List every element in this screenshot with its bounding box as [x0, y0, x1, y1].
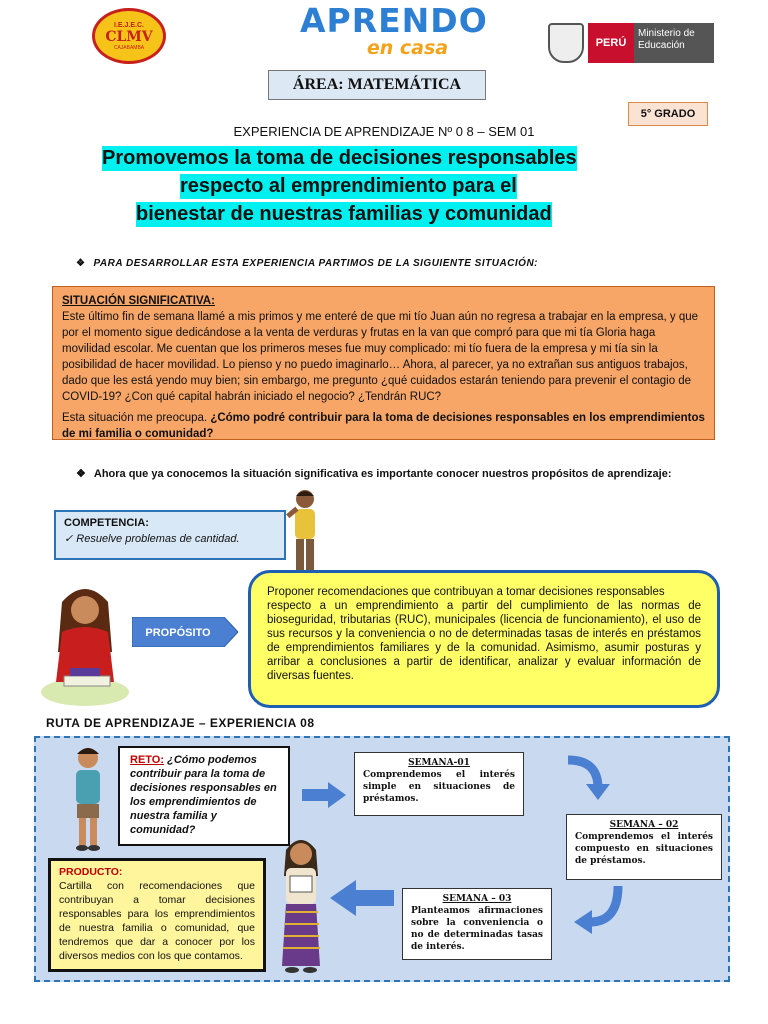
challenge-box — [118, 746, 290, 846]
purposes-intro-text: Ahora que ya conocemos la situación significativa es importante conocer nuestros propósitos de aprendizaje: — [93, 468, 672, 480]
week-3-box — [402, 888, 552, 960]
competency-box — [54, 510, 286, 560]
experience-number: EXPERIENCIA DE APRENDIZAJE Nº 0 8 – SEM 01 — [233, 124, 535, 139]
minedu-country: PERÚ — [588, 23, 634, 63]
diamond-bullet-icon: ❖ — [76, 468, 86, 480]
situation-intro-text: PARA DESARROLLAR ESTA EXPERIENCIA PARTIMOS DE LA SIGUIENTE SITUACIÓN: — [93, 258, 538, 269]
product-box — [48, 858, 266, 972]
purpose-body: respecto a un emprendimiento a partir del cumplimiento de las normas de bioseguridad, tributarias (RUC), municipales (licencia de funcionamiento), el uso de sus recursos y la conveniencia o no de determinadas tasas de interés en préstamos de emprendimientos familiares y de la comunidad. Asimismo, asumir posturas y arribar a conclusiones a partir de identificar, analizar y evaluar información de diversas fuentes. — [267, 600, 701, 682]
situation-heading: SITUACIÓN SIGNIFICATIVA: — [62, 295, 215, 307]
arrow-right-icon — [302, 782, 346, 808]
arrow-left-icon — [330, 880, 394, 916]
purpose-arrow — [132, 617, 238, 647]
grade-badge: 5° GRADO — [628, 102, 708, 126]
competency-heading: COMPETENCIA: — [64, 517, 149, 529]
minedu-logo — [548, 22, 716, 64]
minedu-ministry: Ministerio de Educación — [634, 23, 714, 63]
competency-item-text: Resuelve problemas de cantidad. — [76, 533, 240, 545]
week-2-title: SEMANA – 02 — [609, 820, 679, 830]
week-1-text: Comprendemos el interés simple en situaciones de préstamos. — [363, 770, 515, 804]
situation-question-lead: Esta situación me preocupa. — [62, 412, 211, 424]
product-text: Cartilla con recomendaciones que contribuyan a tomar decisiones responsables para los emprendimientos de nuestra familia o comunidad, que tendremos que dar a conocer por los diversos medios con los que contamos. — [59, 880, 255, 962]
purposes-intro-bullet — [76, 466, 702, 482]
situation-question: ¿Cómo podré contribuir para la toma de decisiones responsables en los emprendimientos de mi familia o comunidad? — [62, 412, 705, 440]
purpose-box — [248, 570, 720, 708]
challenge-label: RETO: — [130, 754, 165, 766]
situation-intro-bullet — [76, 258, 538, 269]
significant-situation-box — [52, 286, 715, 440]
area-title: ÁREA: MATEMÁTICA — [268, 70, 486, 100]
school-logo-line2: CLMV — [105, 28, 153, 45]
boy-thinking-illustration-icon — [62, 744, 118, 854]
aprendo-logo-line2: en casa — [366, 37, 449, 59]
aprendo-en-casa-logo — [300, 1, 488, 64]
week-2-text: Comprendemos el interés compuesto en situaciones de préstamos. — [575, 832, 713, 866]
week-2-box — [566, 814, 722, 880]
main-title-line1: Promovemos la toma de decisiones responsables — [102, 147, 577, 169]
purpose-label: PROPÓSITO — [145, 627, 211, 639]
main-title-line3: bienestar de nuestras familias y comunidad — [136, 203, 552, 225]
week-1-box — [354, 752, 524, 816]
week-3-title: SEMANA – 03 — [442, 894, 512, 904]
aprendo-logo-line1: APRENDO — [300, 1, 488, 40]
girl-notebook-illustration-icon — [272, 836, 330, 980]
checkmark-icon: ✓ — [64, 533, 77, 545]
school-logo-line1: I.E.J.E.C. — [114, 21, 144, 29]
situation-body: Este último fin de semana llamé a mis primos y me enteré de que mi tío Juan aún no regresa a trabajar en la empresa, y que por el momento sigue dedicándose a la venta de verduras y frutas en la van que compró para que mi tía Gloria haga movilidad escolar. Me cuentan que los primeros meses fue muy complicado: mi tío fuera de la empresa y mi tía sin la posibilidad de hacer movilidad. Lo pienso y no puedo imaginarlo… Ahora, al parecer, ya no extrañan sus antiguos trabajos, dado que les está yendo muy bien; sin embargo, me pregunto ¿qué cuidados estarán teniendo para prevenir el contagio de COVID-19? ¿Con qué capital habrán iniciado el negocio? ¿Tendrán RUC? — [62, 311, 699, 403]
week-3-text: Planteamos afirmaciones sobre la conveniencia o no de determinadas tasas de interés. — [411, 906, 543, 952]
main-title-line2: respecto al emprendimiento para el — [180, 175, 517, 197]
purpose-line1: Proponer recomendaciones que contribuyan a tomar decisiones responsables — [267, 586, 665, 598]
arrow-curve-down-icon — [566, 752, 612, 802]
diamond-bullet-icon: ❖ — [76, 258, 86, 269]
week-1-title: SEMANA-01 — [408, 758, 470, 768]
peru-shield-icon — [548, 23, 584, 63]
school-logo-line3: CAJABAMBA — [113, 44, 145, 51]
learning-route-title: RUTA DE APRENDIZAJE – EXPERIENCIA 08 — [46, 716, 315, 730]
product-label: PRODUCTO: — [59, 866, 123, 878]
situation-question-line — [62, 410, 705, 442]
arrow-curve-left-icon — [572, 884, 628, 936]
school-logo — [92, 8, 166, 64]
challenge-text: ¿Cómo podemos contribuir para la toma de decisiones responsables en los emprendimientos de nuestra familia y comunidad? — [130, 754, 277, 836]
girl-reading-illustration-icon — [40, 582, 130, 708]
competency-item — [64, 532, 276, 545]
